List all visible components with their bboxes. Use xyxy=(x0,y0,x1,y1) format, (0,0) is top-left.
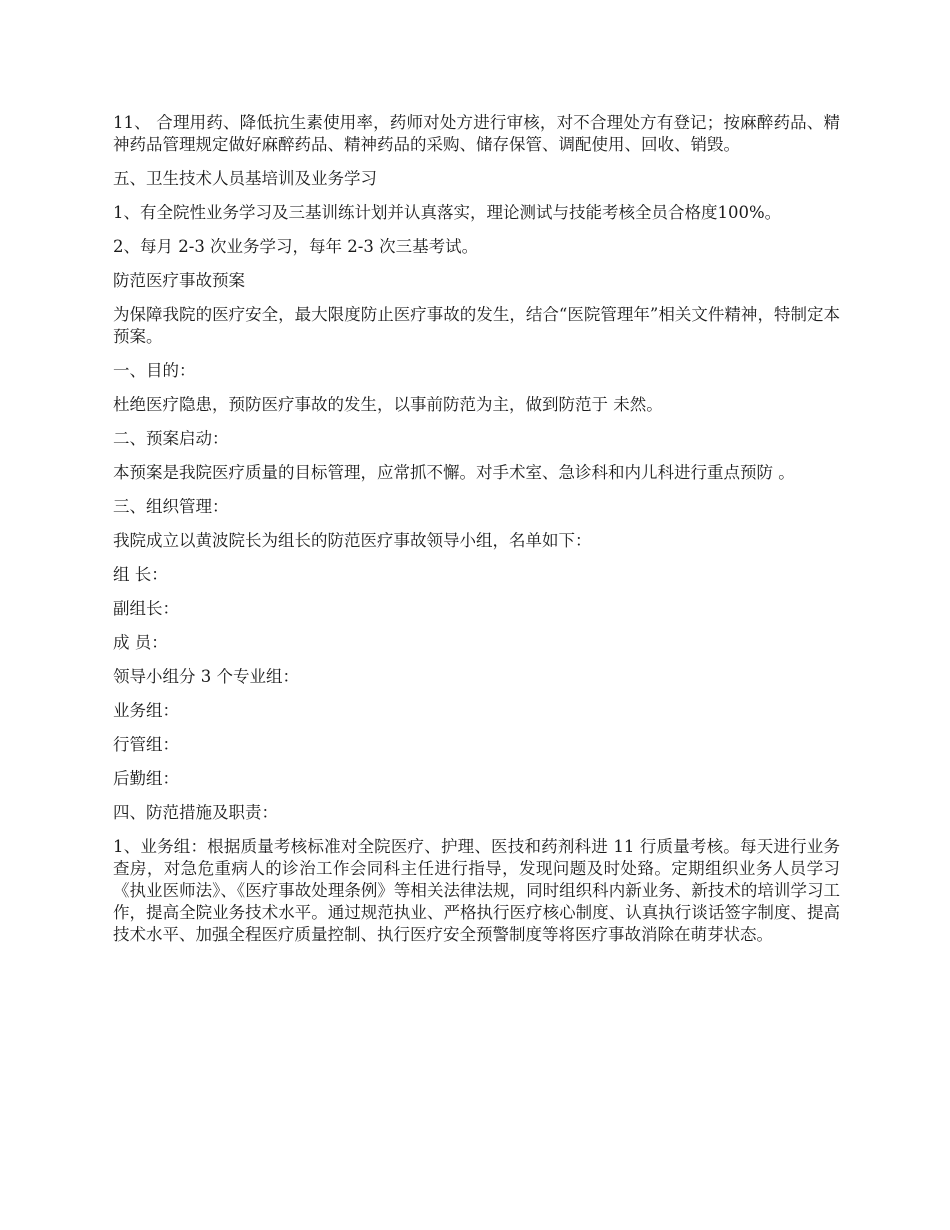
paragraph-monthly-study: 2、每月 2-3 次业务学习，每年 2-3 次三基考试。 xyxy=(113,237,479,256)
section-heading-measures: 四、防范措施及职责： xyxy=(113,803,278,822)
paragraph-plan-intro: 为保障我院的医疗安全，最大限度防止医疗事故的发生，结合“医院管理年”相关文件精神，特制定本预案。 xyxy=(113,305,840,346)
list-item-business-group: 业务组： xyxy=(113,701,179,720)
paragraph-training-plan: 1、有全院性业务学习及三基训练计划并认真落实，理论测试与技能考核全员合格度100%。 xyxy=(113,203,782,222)
list-item-logistics-group: 后勤组： xyxy=(113,769,179,788)
section-heading-activation: 二、预案启动： xyxy=(113,429,229,448)
list-item-members: 成 员： xyxy=(113,633,168,652)
document-body xyxy=(113,112,840,958)
paragraph-business-group-duties: 1、业务组：根据质量考核标准对全院医疗、护理、医技和药剂科进 11 行质量考核。每天进行业务查房，对急危重病人的诊治工作会同科主任进行指导，发现问题及时处臵。定期组织业务人员学习《执业医师法》、《医疗事故处理条例》等相关法律法规，同时组织科内新业务、新技术的培训学习工作，提高全院业务技术水平。通过规范执业、严格执行医疗核心制度、认真执行谈话签字制度、提高技术水平、加强全程医疗质量控制、执行医疗安全预警制度等将医疗事故消除在萌芽状态。 xyxy=(113,837,840,944)
list-item-admin-group: 行管组： xyxy=(113,735,179,754)
paragraph-organization: 我院成立以黄波院长为组长的防范医疗事故领导小组，名单如下： xyxy=(113,531,592,550)
paragraph-activation: 本预案是我院医疗质量的目标管理，应常抓不懈。对手术室、急诊科和内儿科进行重点预防 。 xyxy=(113,463,795,482)
paragraph-rational-drug-use: 11、 合理用药、降低抗生素使用率，药师对处方进行审核，对不合理处方有登记；按麻醉药品、精神药品管理规定做好麻醉药品、精神药品的采购、储存保管、调配使用、回收、销毁。 xyxy=(113,113,840,154)
paragraph-purpose: 杜绝医疗隐患，预防医疗事故的发生，以事前防范为主，做到防范于 未然。 xyxy=(113,395,663,414)
section-heading-training: 五、卫生技术人员基培训及业务学习 xyxy=(113,169,377,188)
section-heading-organization: 三、组织管理： xyxy=(113,497,229,516)
list-item-deputy-leader: 副组长： xyxy=(113,599,179,618)
section-heading-purpose: 一、目的： xyxy=(113,361,196,380)
document-subtitle-plan: 防范医疗事故预案 xyxy=(113,271,245,290)
list-item-group-leader: 组 长： xyxy=(113,565,168,584)
paragraph-groups-intro: 领导小组分 3 个专业组： xyxy=(113,667,299,686)
